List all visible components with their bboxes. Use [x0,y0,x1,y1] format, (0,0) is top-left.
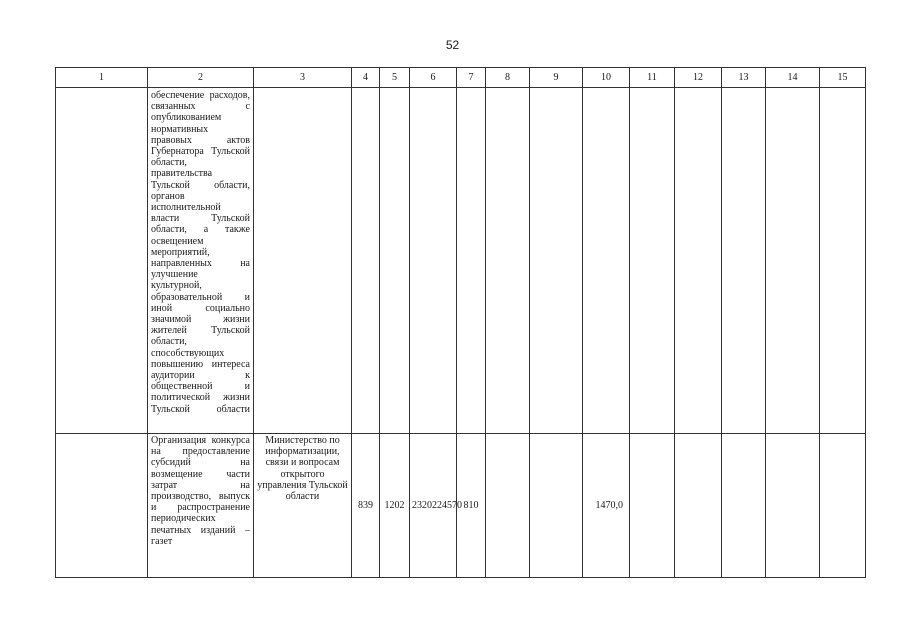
column-header: 10 [583,68,630,88]
value-cell [486,88,530,434]
value-cell [486,434,530,578]
column-header: 3 [254,68,352,88]
table-header-row [56,68,866,88]
value-cell [630,434,675,578]
value-cell [820,88,866,434]
agency-cell: Министерство по информатизации, связи и вопросам открытого управления Тульской области [254,434,352,578]
value-cell [766,88,820,434]
row-number-cell [56,88,148,434]
column-header: 14 [766,68,820,88]
agency-cell [254,88,352,434]
value-cell [530,88,583,434]
column-header: 9 [530,68,583,88]
code-cell [457,88,486,434]
value-cell [583,88,630,434]
value-cell: 1470,0 [583,434,630,578]
value-cell [766,434,820,578]
column-header: 12 [675,68,722,88]
column-header: 7 [457,68,486,88]
column-header: 4 [352,68,380,88]
value-cell [722,88,766,434]
column-header: 6 [410,68,457,88]
table-row [56,434,866,578]
code-cell [380,88,410,434]
column-header: 1 [56,68,148,88]
value-cell [630,88,675,434]
value-cell [530,434,583,578]
column-header: 15 [820,68,866,88]
code-cell: 2320224570 [410,434,457,578]
code-cell: 810 [457,434,486,578]
code-cell: 1202 [380,434,410,578]
description-cell: Организация конкурса на предоставление субсидий на возмещение части затрат на производство, выпуск и распространение периодических печатных изданий – газет [148,434,254,578]
description-cell: обеспечение расходов, связанных с опубликованием нормативных правовых актов Губернатора Тульской области, правительства Тульской области, органов исполнительной власти Тульской области, а также освещением мероприятий, направленных на улучшение культурной, образовательной и иной социально значимой жизни жителей Тульской области, способствующих повышению интереса аудитории к общественной и политической жизни Тульской области [148,88,254,434]
value-cell [820,434,866,578]
table-row [56,88,866,434]
column-header: 8 [486,68,530,88]
row-number-cell [56,434,148,578]
page-number: 52 [445,38,460,52]
column-header: 13 [722,68,766,88]
value-cell [722,434,766,578]
code-cell: 839 [352,434,380,578]
column-header: 2 [148,68,254,88]
value-cell [675,434,722,578]
value-cell [675,88,722,434]
column-header: 5 [380,68,410,88]
code-cell [410,88,457,434]
column-header: 11 [630,68,675,88]
code-cell [352,88,380,434]
budget-table [55,67,866,578]
